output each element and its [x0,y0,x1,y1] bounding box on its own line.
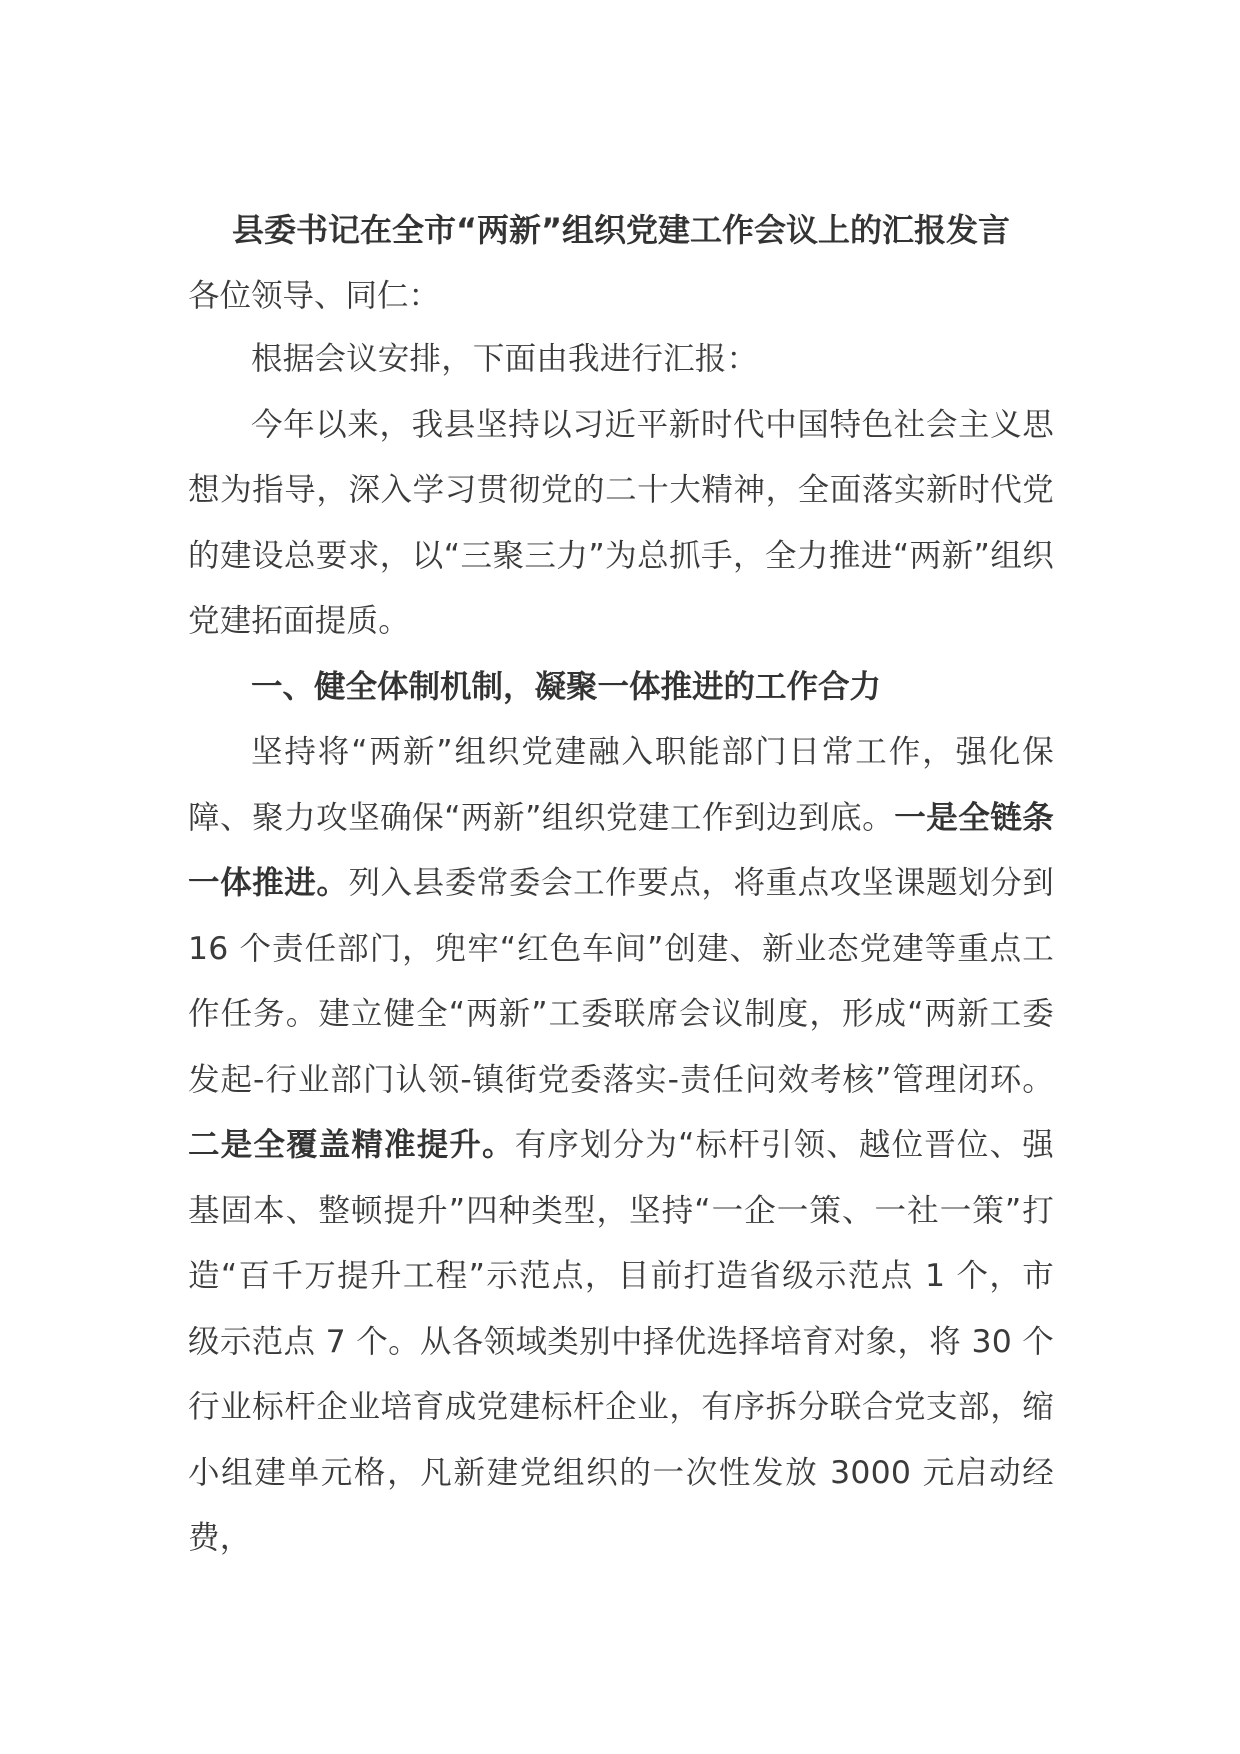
paragraph-overview: 今年以来，我县坚持以习近平新时代中国特色社会主义思想为指导，深入学习贯彻党的二十大精神，全面落实新时代党的建设总要求，以“三聚三力”为总抓手，全力推进“两新”组织党建拓面提质。 [188,406,1054,639]
salutation: 各位领导、同仁： [188,278,441,314]
point-1-label: 一是全链条一体推进。 [188,799,1054,901]
point-2-label: 二是全覆盖精准提升。 [188,1127,515,1163]
document-title: 县委书记在全市“两新”组织党建工作会议上的汇报发言 [231,211,1011,249]
paragraph-section-1 [188,720,1054,1572]
section-heading-1: 一、健全体制机制，凝聚一体推进的工作合力 [251,668,882,705]
section-1-intro-text: 坚持将“两新”组织党建融入职能部门日常工作，强化保障、聚力攻坚确保“两新”组织党建工作到边到底。 [188,734,1054,836]
paragraph-intro: 根据会议安排，下面由我进行汇报： [251,341,759,377]
point-1-text: 列入县委常委会工作要点，将重点攻坚课题划分到 16 个责任部门，兜牢“红色车间”创建、新业态党建等重点工作任务。建立健全“两新”工委联席会议制度，形成“两新工委发起-行业部门认领-镇街党委落实-责任问效考核”管理闭环。 [188,865,1054,1098]
document-body [188,200,1054,1572]
point-2-text: 有序划分为“标杆引领、越位晋位、强基固本、整顿提升”四种类型，坚持“一企一策、一社一策”打造“百千万提升工程”示范点，目前打造省级示范点 1 个，市级示范点 7 个。从各领域类别中择优选择培育对象，将 30 个行业标杆企业培育成党建标杆企业，有序拆分联合党支部，缩小组建单元格，凡新建党组织的一次性发放 3000 元启动经费， [188,1127,1054,1556]
